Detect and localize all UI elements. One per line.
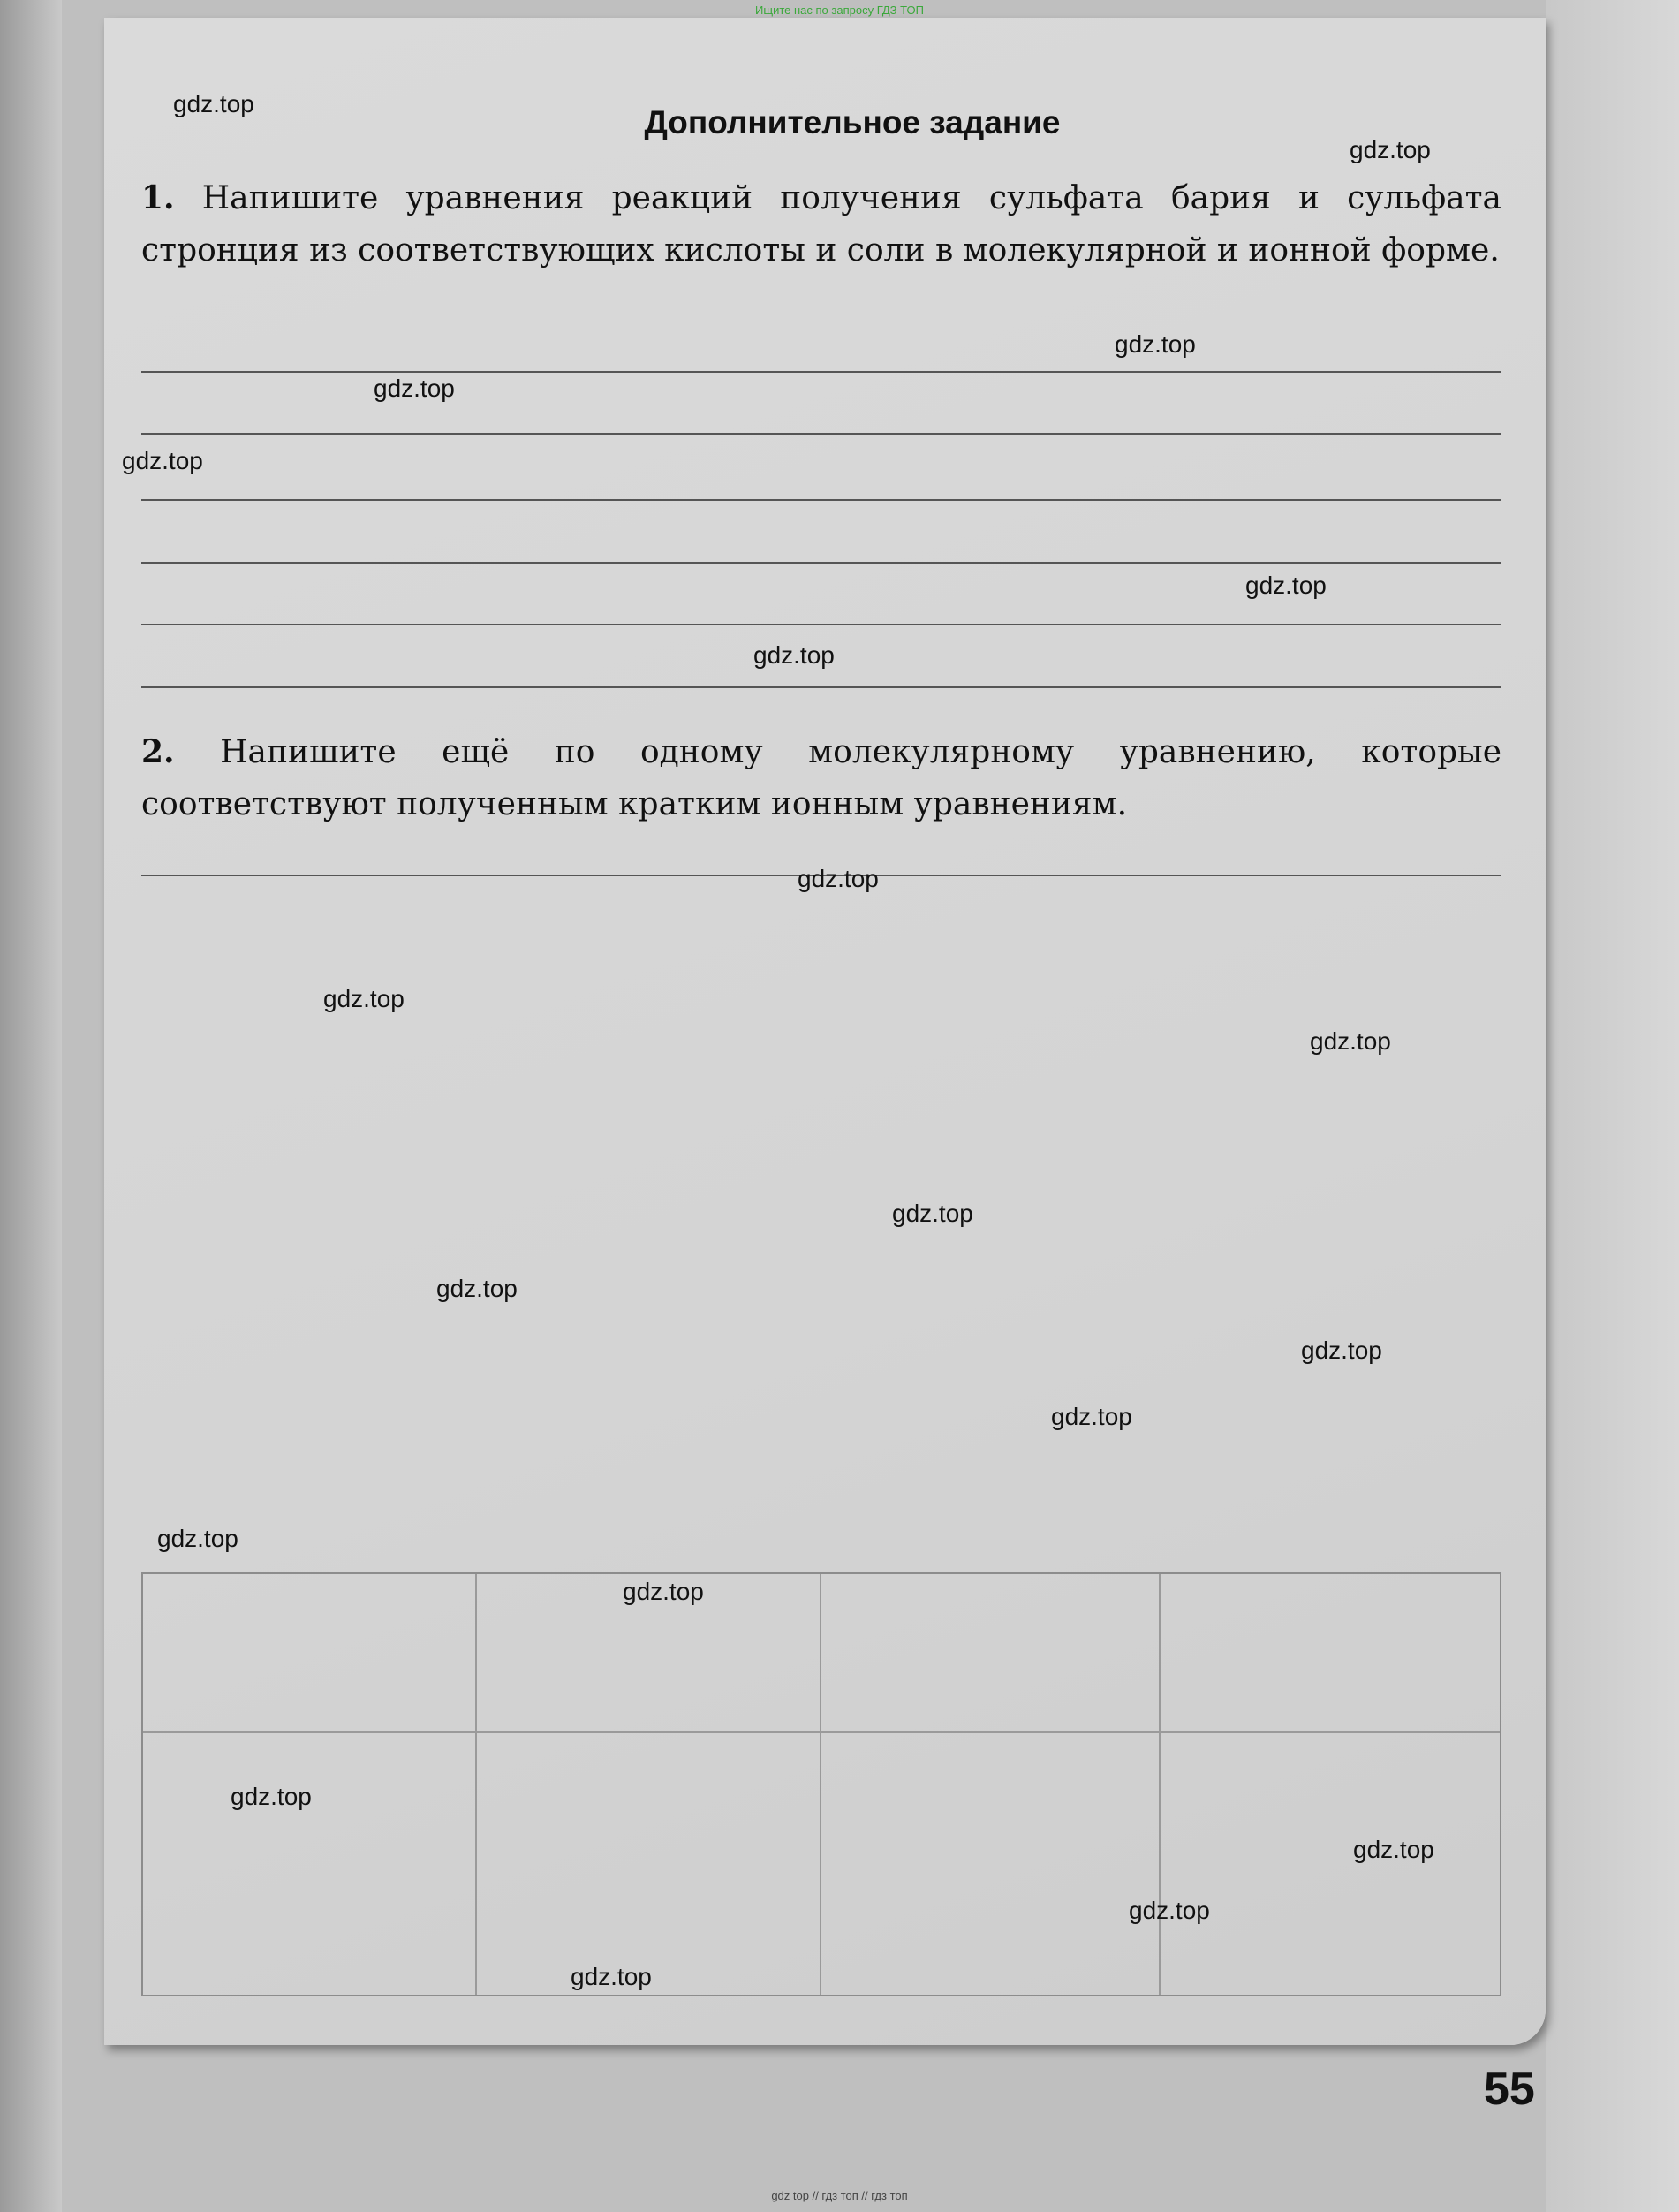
watermark: gdz.top: [798, 865, 879, 892]
task-1-text: Напишите уравнения реакций получения сульфата бария и сульфата стронция из соответствующих кислоты и соли в молекулярной и ионной форме.: [141, 180, 1502, 269]
watermark: gdz.top: [753, 641, 835, 669]
bottom-banner: gdz top // гдз топ // гдз топ: [771, 2189, 908, 2202]
answer-line[interactable]: [141, 624, 1501, 625]
watermark: gdz.top: [1115, 330, 1196, 358]
table-divider: [143, 1731, 1500, 1733]
answer-line[interactable]: [141, 562, 1501, 564]
watermark: gdz.top: [1310, 1027, 1391, 1055]
answer-line[interactable]: [141, 686, 1501, 688]
watermark: gdz.top: [157, 1525, 238, 1552]
watermark: gdz.top: [1353, 1836, 1434, 1863]
watermark: gdz.top: [571, 1963, 652, 1990]
watermark: gdz.top: [1245, 572, 1327, 599]
task-2-text: Напишите ещё по одному молекулярному уравнению, которые соответствуют полученным кратким ионным уравнениям.: [141, 734, 1501, 822]
watermark: gdz.top: [623, 1578, 704, 1605]
watermark: gdz.top: [1301, 1337, 1382, 1364]
answer-line[interactable]: [141, 499, 1501, 501]
table-divider: [1159, 1574, 1161, 1995]
watermark: gdz.top: [374, 375, 455, 402]
watermark: gdz.top: [231, 1783, 312, 1810]
watermark: gdz.top: [1350, 136, 1431, 163]
answer-line[interactable]: [141, 371, 1501, 373]
section-heading: Дополнительное задание: [644, 104, 1061, 140]
page-binding-shadow: [0, 0, 62, 2212]
table-divider: [475, 1574, 477, 1995]
watermark: gdz.top: [1051, 1403, 1132, 1430]
watermark: gdz.top: [173, 90, 254, 117]
watermark: gdz.top: [1129, 1897, 1210, 1924]
page-number: 55: [1484, 2064, 1535, 2115]
task-1: [141, 172, 1501, 276]
table-divider: [820, 1574, 821, 1995]
watermark: gdz.top: [323, 985, 405, 1012]
watermark: gdz.top: [892, 1200, 973, 1227]
watermark: gdz.top: [122, 447, 203, 474]
task-2-number: 2.: [141, 733, 175, 770]
top-banner: Ищите нас по запросу ГДЗ ТОП: [755, 4, 924, 17]
show-through-table: [141, 1572, 1501, 1996]
answer-line[interactable]: [141, 433, 1501, 435]
watermark: gdz.top: [436, 1275, 518, 1302]
background-page-edge: [1546, 0, 1679, 2212]
task-2: [141, 726, 1501, 830]
task-1-number: 1.: [141, 179, 175, 216]
